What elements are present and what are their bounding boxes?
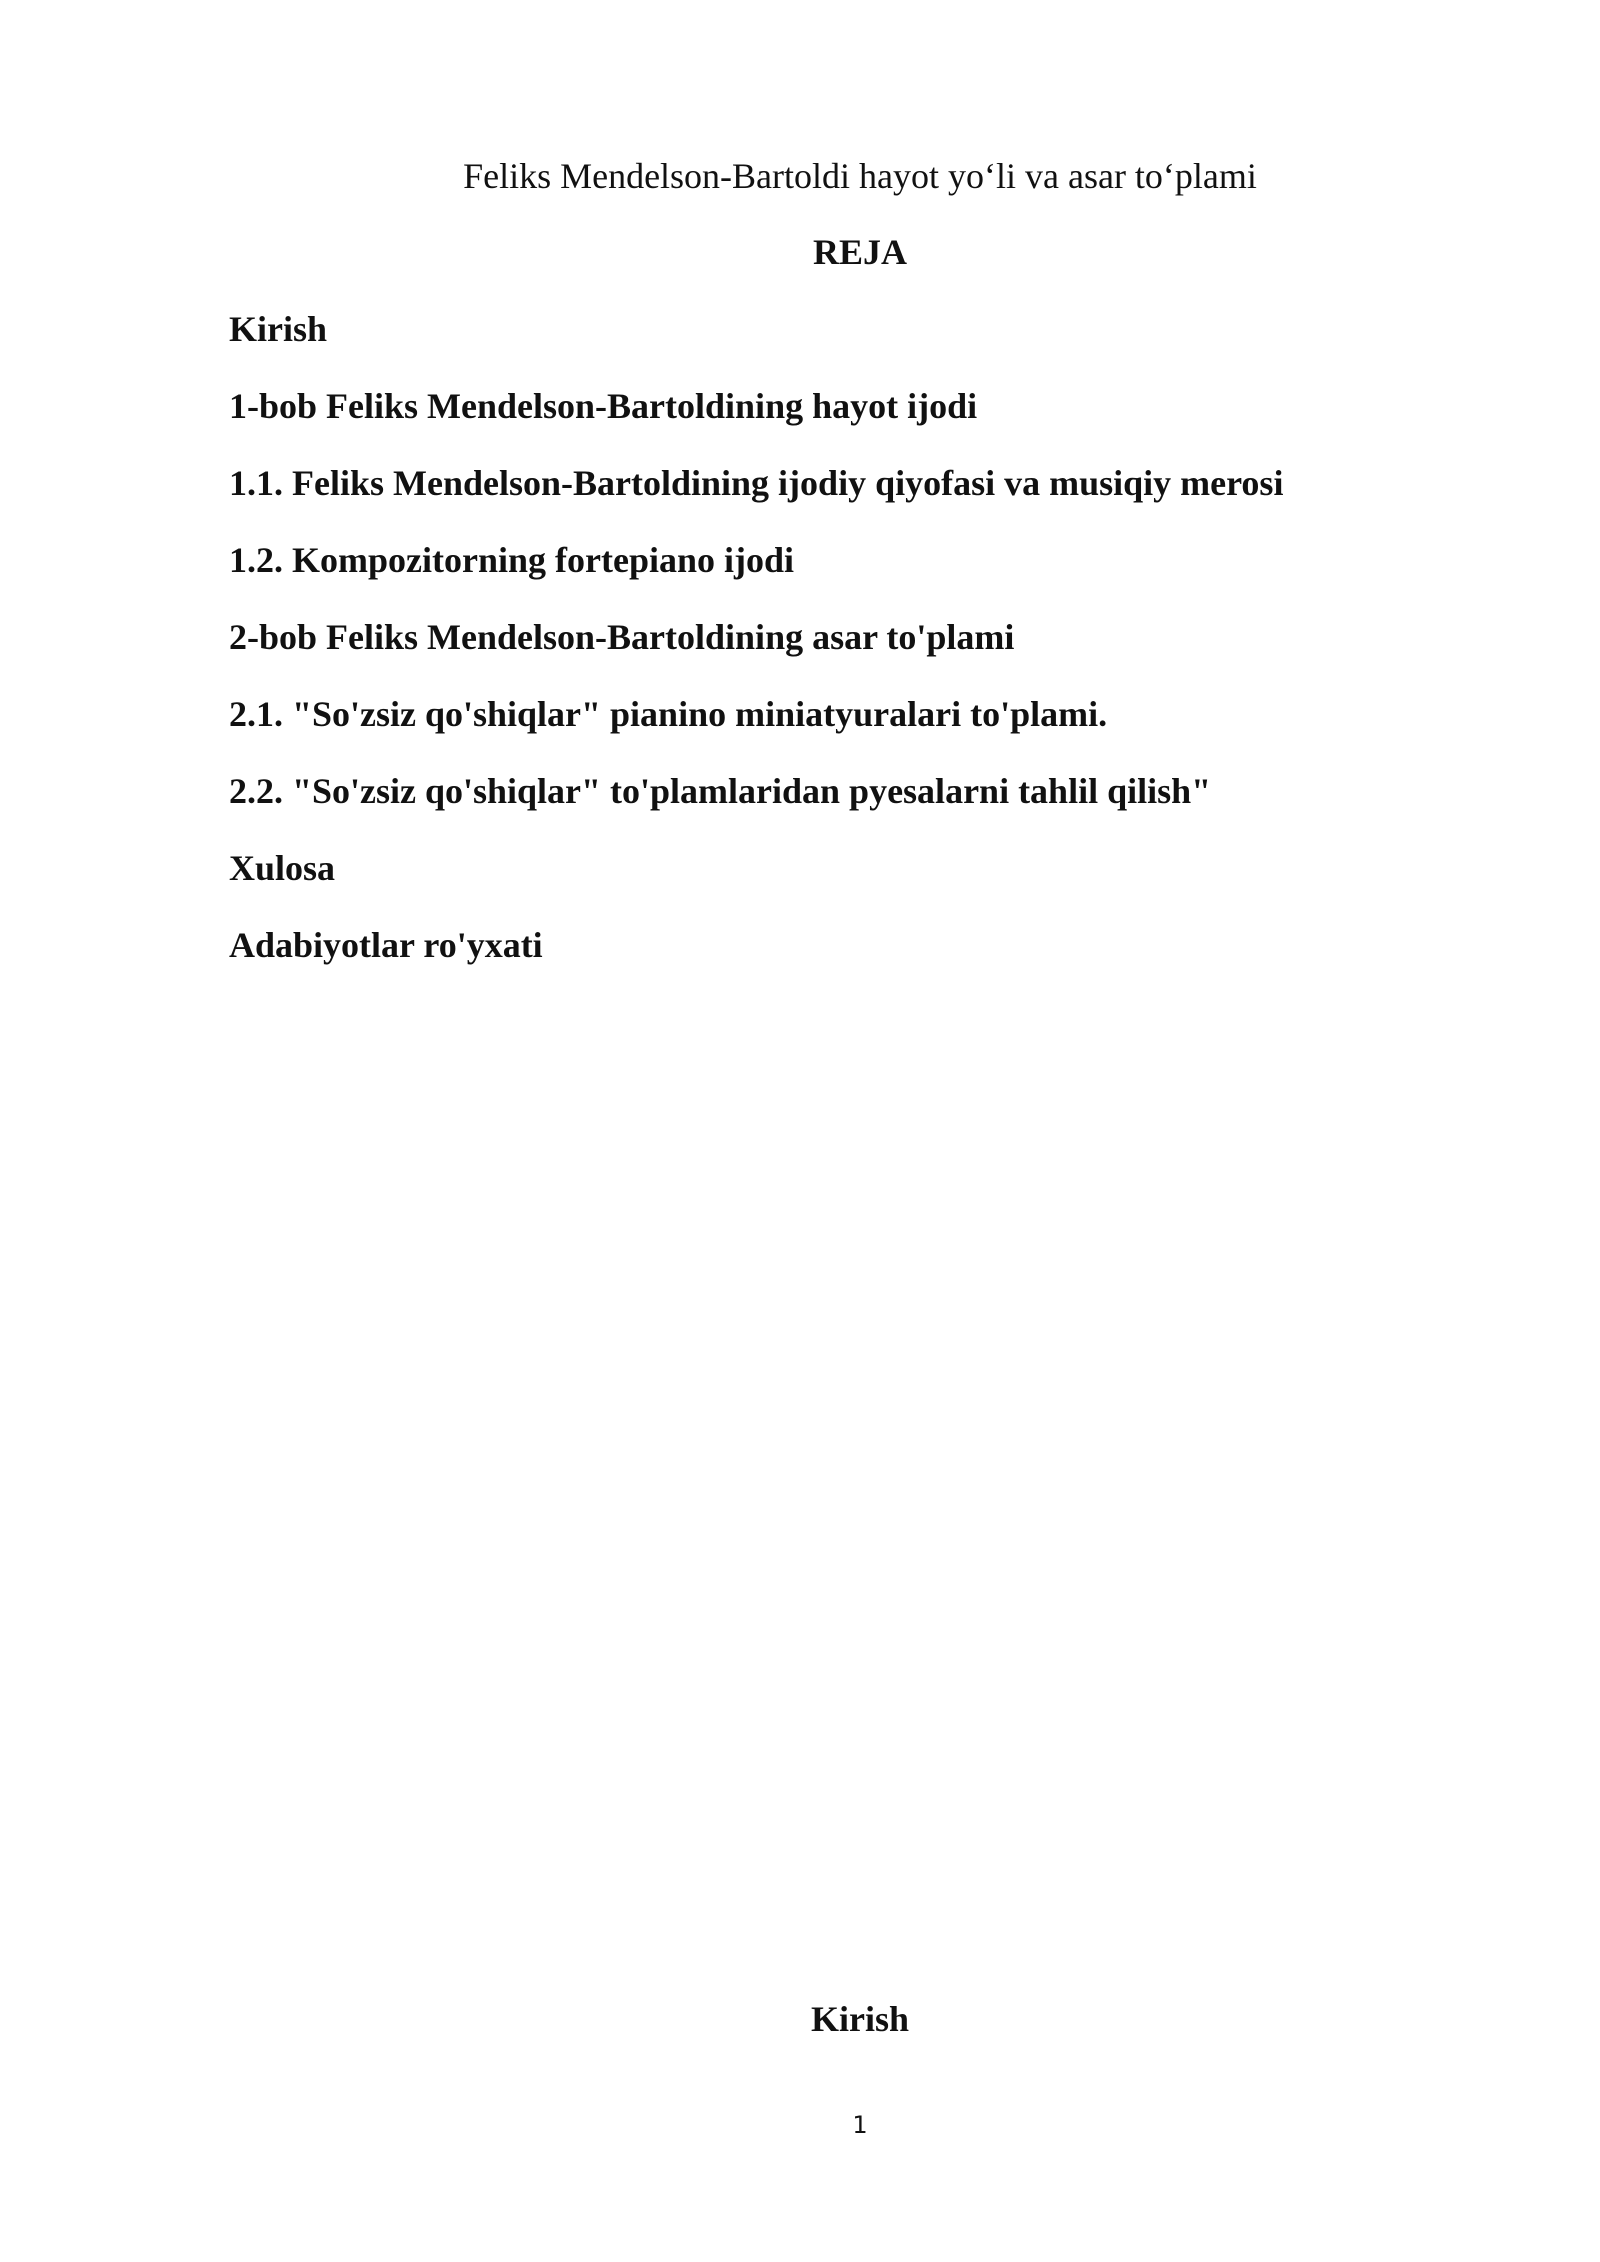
plan-item-conclusion: Xulosa (229, 848, 336, 888)
plan-item-chapter-1: 1-bob Feliks Mendelson-Bartoldining hayot ijodi (229, 386, 978, 426)
plan-heading: REJA (812, 232, 907, 272)
plan-item-section-1-1: 1.1. Feliks Mendelson-Bartoldining ijodiy qiyofasi va musiqiy merosi (229, 463, 1284, 503)
plan-item-chapter-2: 2-bob Feliks Mendelson-Bartoldining asar to'plami (229, 617, 1015, 657)
plan-item-bibliography: Adabiyotlar ro'yxati (229, 925, 543, 965)
section-heading: Kirish (810, 1999, 909, 2039)
document-title: Feliks Mendelson-Bartoldi hayot yo‘li va asar to‘plami (463, 156, 1257, 196)
page-number: 1 (852, 2111, 868, 2139)
plan-item-section-2-1: 2.1. "So'zsiz qo'shiqlar" pianino miniatyuralari to'plami. (229, 694, 1108, 734)
plan-list (229, 305, 1409, 998)
plan-item-introduction: Kirish (229, 309, 328, 349)
plan-item-section-2-2: 2.2. "So'zsiz qo'shiqlar" to'plamlaridan pyesalarni tahlil qilish" (229, 771, 1212, 811)
plan-item-section-1-2: 1.2. Kompozitorning fortepiano ijodi (229, 540, 794, 580)
